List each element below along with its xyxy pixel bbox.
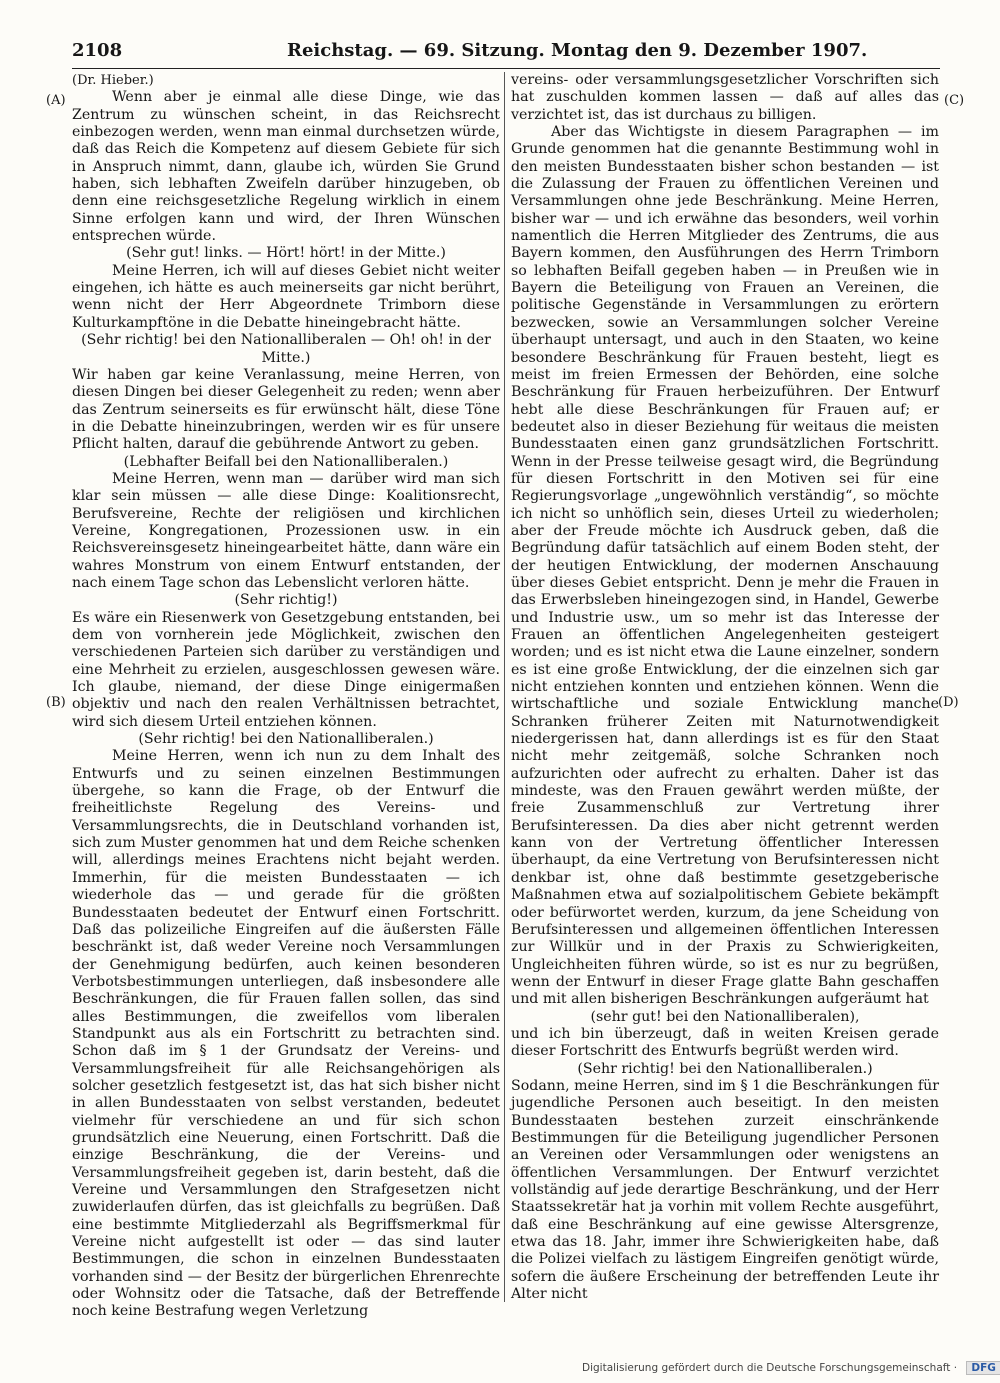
right-column	[511, 72, 939, 1303]
footer-credit	[582, 1361, 1000, 1375]
interjection: (Sehr richtig! bei den Nationalliberalen — Oh! oh! in der Mitte.)	[81, 332, 491, 366]
interjection: (Sehr gut! links. — Hört! hört! in der Mitte.)	[126, 245, 446, 262]
left-column	[72, 72, 500, 1321]
paragraph: Sodann, meine Herren, sind im § 1 die Beschränkungen für jugendliche Personen auch beseitigt. In den meisten Bundesstaaten bestehen zurzeit einschränkende Bestimmungen für die Beteiligung jugendlicher Personen an Vereinen oder Versammlungen oder wenigstens an öffentlichen Versammlungen. Der Entwurf verzichtet vollständig auf jede derartige Beschränkung, und der Herr Staatssekretär hat ja vorhin mit vollem Rechte ausgeführt, daß eine Beschränkung auf eine gewisse Altersgrenze, etwa das 18. Jahr, immer ihre Schwierigkeiten habe, daß die Polizei vielfach zu lästigem Eingreifen genötigt würde, sofern die äußere Erscheinung der betreffenden Leute ihr Alter nicht	[511, 1077, 939, 1303]
footer-text: Digitalisierung gefördert durch die Deutsche Forschungsgemeinschaft ·	[582, 1362, 958, 1374]
interjection: (Sehr richtig! bei den Nationalliberalen.)	[577, 1060, 873, 1077]
paragraph: und ich bin überzeugt, daß in weiten Kreisen gerade dieser Fortschritt des Entwurfs begrüßt werden wird.	[511, 1025, 939, 1060]
paragraph: vereins- oder versammlungsgesetzlicher Vorschriften sich hat zuschulden kommen lassen — daß auf alles das verzichtet ist, das ist durchaus zu billigen.	[511, 72, 939, 123]
speaker-name: (Dr. Hieber.)	[72, 73, 154, 88]
margin-mark-c: (C)	[944, 93, 965, 108]
paragraph: Meine Herren, wenn ich nun zu dem Inhalt des Entwurfs und zu seinen einzelnen Bestimmungen übergehe, so kann die Frage, ob der Entwurf die freiheitlichste Regelung des Vereins- und Versammlungsrechts, die in Deutschland vorhanden ist, sich zum Muster genommen hat und dem Reiche schenken will, allerdings meines Erachtens nicht bejaht werden. Immerhin, für die meisten Bundesstaaten — ich wiederhole das — und gerade für die größten Bundesstaaten bedeutet der Entwurf einen Fortschritt. Daß das polizeiliche Eingreifen auf die äußersten Fälle beschränkt ist, daß weder Vereine noch Versammlungen der Genehmigung bedürfen, auch keinen besonderen Verbotsbestimmungen unterliegen, daß insbesondere alle Beschränkungen, die für Frauen fallen sollen, das sind alles Bestimmungen, die zweifellos vom liberalen Standpunkt aus als ein Fortschritt zu betrachten sind. Schon daß im § 1 der Grundsatz der Vereins- und Versammlungsfreiheit für alle Reichsangehörigen als solcher gesetzlich festgesetzt ist, das hat sich bisher nicht in allen Bundesstaaten von selbst verstanden, bedeutet vielmehr für verschiedene an und für sich schon grundsätzlich eine Neuerung, einen Fortschritt. Daß die einzige Beschränkung, die der Vereins- und Versammlungsfreiheit gegeben ist, darin besteht, daß die Vereine und Versammlungen den Strafgesetzen nicht zuwiderlaufen dürfen, das ist gleichfalls zu begrüßen. Daß eine bestimmte Mitgliederzahl als Begriffsmerkmal für Vereine nicht aufgestellt ist oder — das sind lauter Bestimmungen, die schon in einzelnen Bundesstaaten vorhanden sind — der Besitz der bürgerlichen Ehrenrechte oder Wohnsitz oder die Tatsache, daß der Betreffende noch keine Bestrafung wegen Verletzung	[72, 748, 500, 1320]
margin-mark-b: (B)	[46, 695, 66, 710]
interjection: (Sehr richtig!)	[234, 592, 338, 609]
column-divider	[504, 72, 505, 1302]
interjection: (sehr gut! bei den Nationalliberalen),	[590, 1008, 860, 1025]
margin-mark-a: (A)	[46, 93, 66, 108]
paragraph: Meine Herren, wenn man — darüber wird man sich klar sein müssen — alle diese Dinge: Koalitionsrecht, Berufsvereine, Rechte der religiösen und kirchlichen Vereine, Kongregationen, Prozessionen usw. in ein Reichsvereinsgesetz hineingearbeitet hätte, dann wäre ein wahres Monstrum von einem Entwurf entstanden, der nach einem Tage schon das Lebenslicht verloren hätte.	[72, 470, 500, 591]
page-header	[72, 40, 940, 70]
interjection: (Sehr richtig! bei den Nationalliberalen.)	[138, 731, 434, 748]
paragraph: Wir haben gar keine Veranlassung, meine Herren, von diesen Dingen bei dieser Gelegenheit zu reden; wenn aber das Zentrum seinerseits es für erwünscht hält, diese Töne in die Debatte hineinzubringen, werden wir es für unsere Pflicht halten, darauf die gebührende Antwort zu geben.	[72, 366, 500, 453]
dfg-logo: DFG	[966, 1361, 1000, 1375]
paragraph: Wenn aber je einmal alle diese Dinge, wie das Zentrum zu wünschen scheint, in das Reichsrecht einbezogen werden, wenn man einmal durchsetzen würde, daß das Reich die Kompetenz auf diesem Gebiete für sich in Anspruch nimmt, dann, glaube ich, würden Sie Grund haben, sich lebhaften Zweifeln darüber hinzugeben, ob denn eine reichsgesetzliche Regelung wirklich in einem Sinne erfolgen kann und wird, der Ihren Wünschen entsprechen würde.	[72, 89, 500, 245]
margin-mark-d: (D)	[938, 695, 959, 710]
paragraph: Aber das Wichtigste in diesem Paragraphen — im Grunde genommen hat die genannte Bestimmung wohl in den meisten Bundesstaaten bisher schon bestanden — ist die Zulassung der Frauen zu öffentlichen Vereinen und Versammlungen ohne jede Beschränkung. Meine Herren, bisher war — und ich erwähne das besonders, weil vorhin namentlich die Herren Mitglieder des Zentrums, die aus Bayern kommen, den Ausführungen des Herrn Trimborn so lebhaften Beifall gegeben haben — in Preußen wie in Bayern die Beteiligung von Frauen an Vereinen, die politische Gegenstände in Versammlungen zu erörtern bezwecken, sowie an Versammlungen solcher Vereine überhaupt untersagt, und auch in den Staaten, wo keine besondere Beschränkung für Frauen besteht, liegt es meist im freien Ermessen der Behörden, eine solche Beschränkung für Frauen herbeizuführen. Der Entwurf hebt alle diese Beschränkungen für Frauen auf; er bedeutet also in dieser Beziehung für weitaus die meisten Bundesstaaten einen ganz grundsätzlichen Fortschritt. Wenn in der Presse teilweise gesagt wird, die Begründung für diesen Fortschritt in den Motiven sei für eine Regierungsvorlage „ungewöhnlich verständig“, so möchte ich nicht so unhöflich sein, dieses Urteil zu wiederholen; aber der Freude möchte ich Ausdruck geben, daß die Begründung dafür tatsächlich auf einem Boden steht, der der heutigen Entwicklung, der modernen Anschauung über dieses Gebiet entspricht. Denn je mehr die Frauen in das Erwerbsleben hineingezogen sind, in Handel, Gewerbe und Industrie usw., um so mehr ist das Interesse der Frauen an öffentlichen Angelegenheiten gesteigert worden; und es ist nicht etwa die Laune einzelner, sondern es ist eine große Entwicklung, der die einzelnen sich gar nicht entziehen konnten und entziehen können. Wenn die wirtschaftliche und soziale Entwicklung manche Schranken früherer Zeiten mit Naturnotwendigkeit niedergerissen hat, dann allerdings ist es für den Staat nicht mehr zeitgemäß, solche Schranken noch aufzurichten oder aufrecht zu erhalten. Daher ist das mindeste, was den Frauen gewährt werden müßte, der freie Zusammenschluß zur Vertretung ihrer Berufsinteressen. Da dies aber nicht getrennt werden kann von der Vertretung öffentlicher Interessen überhaupt, da eine Vertretung von Berufsinteressen nicht denkbar ist, ohne daß bestimmte gesetzgeberische Maßnahmen etwa auf sozialpolitischem Gebiete bekämpft oder befürwortet werden, kurzum, da jene Scheidung von Berufsinteressen und allgemeinen öffentlichen Interessen zur Willkür und in der Praxis zu Schwierigkeiten, Ungleichheiten führen würde, so ist es nur zu begrüßen, wenn der Entwurf in dieser Frage glatte Bahn geschaffen und mit allen bisherigen Beschränkungen aufgeräumt hat	[511, 124, 939, 1008]
page-number: 2108	[72, 40, 123, 61]
header-rule	[72, 68, 940, 69]
paragraph: Es wäre ein Riesenwerk von Gesetzgebung entstanden, bei dem von vornherein jede Möglichkeit, zwischen den verschiedenen Parteien sich darüber zu verständigen und eine Mehrheit zu erzielen, ausgeschlossen gewesen wäre. Ich glaube, niemand, der diese Dinge einigermaßen objektiv und nach den realen Verhältnissen betrachtet, wird sich diesem Urteil entziehen können.	[72, 609, 500, 730]
paragraph: Meine Herren, ich will auf dieses Gebiet nicht weiter eingehen, ich hätte es auch meinerseits gar nicht berührt, wenn nicht der Herr Abgeordnete Trimborn diese Kulturkampftöne in die Debatte hineingebracht hätte.	[72, 262, 500, 331]
running-title: Reichstag. — 69. Sitzung. Montag den 9. Dezember 1907.	[287, 40, 868, 61]
interjection: (Lebhafter Beifall bei den Nationalliberalen.)	[123, 453, 449, 470]
